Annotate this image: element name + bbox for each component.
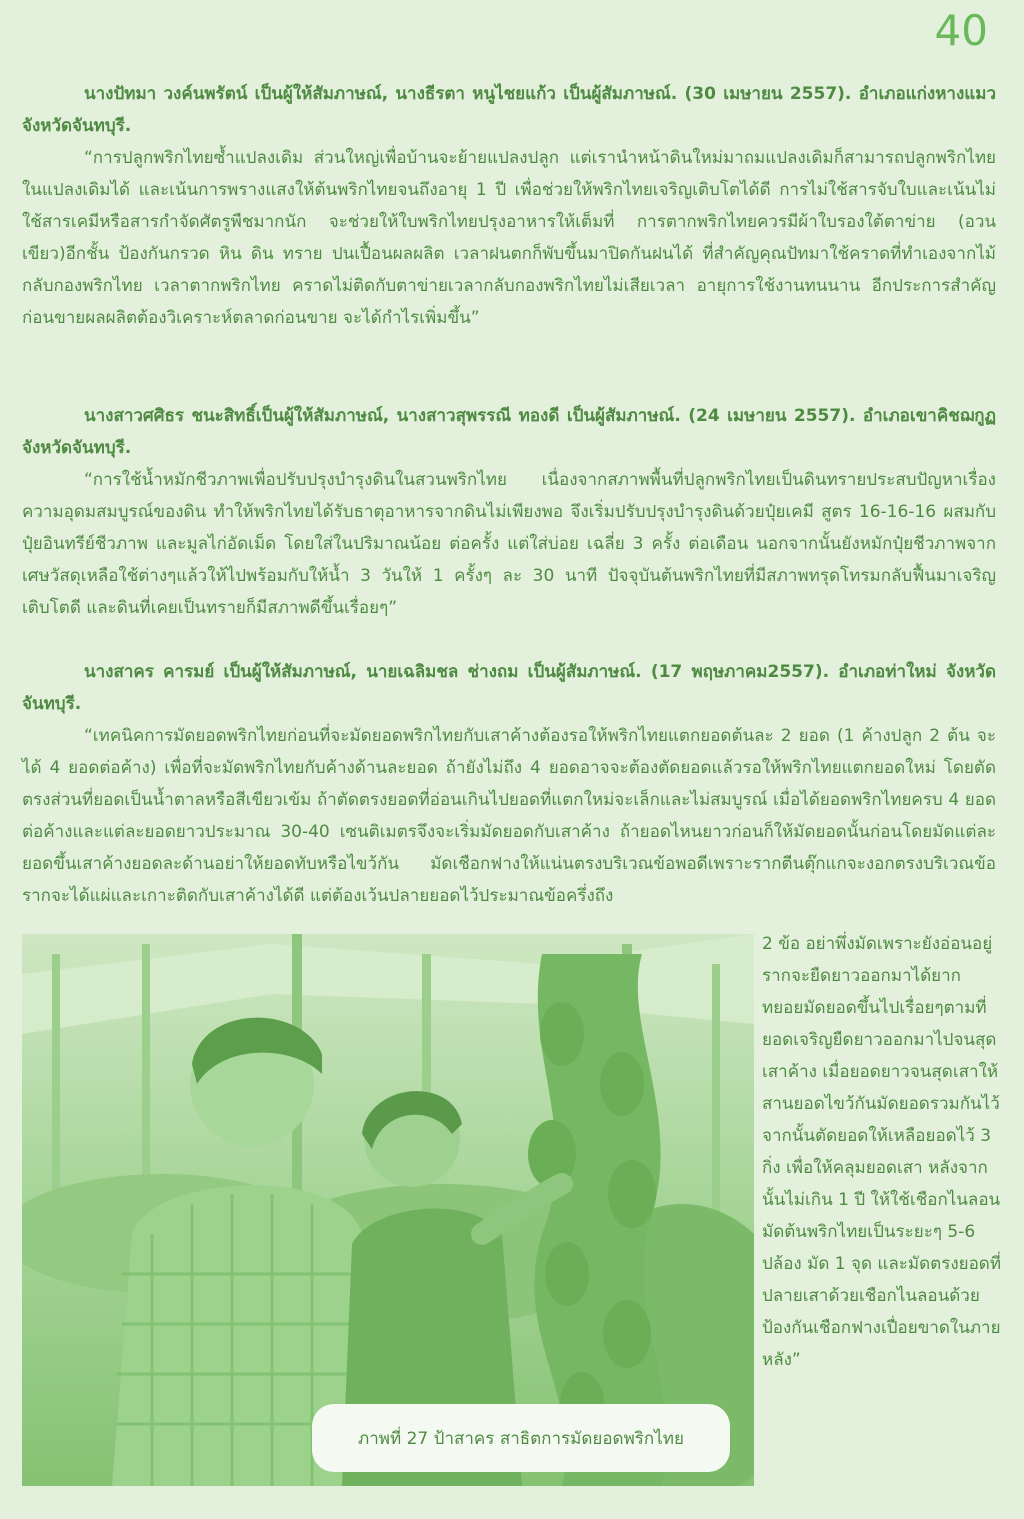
section-3: [22, 656, 996, 912]
section-1-quote: “การปลูกพริกไทยซ้ำแปลงเดิม ส่วนใหญ่เพื่อบ้านจะย้ายแปลงปลูก แต่เรานำหน้าดินใหม่มาถมแปลงเดิมก็สามารถปลูกพริกไทยในแปลงเดิมได้ และเน้นการพรางแสงให้ต้นพริกไทยจนถึงอายุ 1 ปี เพื่อช่วยให้พริกไทยเจริญเติบโตได้ดี การไม่ใช้สารจับใบและเน้นไม่ใช้สารเคมีหรือสารกำจัดศัตรูพืชมากนัก จะช่วยให้ใบพริกไทยปรุงอาหารให้เต็มที่ การตากพริกไทยควรมีผ้าใบรองใต้ตาข่าย (อวนเขียว)อีกชั้น ป้องกันกรวด หิน ดิน ทราย ปนเปื้อนผลผลิต เวลาฝนตกก็พับขึ้นมาปิดกันฝนได้ ที่สำคัญคุณปัทมาใช้คราดที่ทำเองจากไม้กลับกองพริกไทย เวลาตากพริกไทย คราดไม่ติดกับตาข่ายเวลากลับกองพริกไทยไม่เสียเวลา อายุการใช้งานทนนาน อีกประการสำคัญก่อนขายผลผลิตต้องวิเคราะห์ตลาดก่อนขาย จะได้กำไรเพิ่มขึ้น”: [22, 148, 996, 328]
page-number: 40: [934, 6, 988, 55]
section-3-quote: “เทคนิคการมัดยอดพริกไทยก่อนที่จะมัดยอดพริกไทยกับเสาค้างต้องรอให้พริกไทยแตกยอดต้นละ 2 ยอด (1 ค้างปลูก 2 ต้น จะได้ 4 ยอดต่อค้าง) เพื่อที่จะมัดพริกไทยกับค้างด้านละยอด ถ้ายังไม่ถึง 4 ยอดอาจจะต้องตัดยอดแล้วรอให้พริกไทยแตกยอดใหม่ โดยตัดตรงส่วนที่ยอดเป็นน้ำตาลหรือสีเขียวเข้ม ถ้าตัดตรงยอดที่อ่อนเกินไปยอดที่แตกใหม่จะเล็กและไม่สมบูรณ์ เมื่อได้ยอดพริกไทยครบ 4 ยอดต่อค้างและแต่ละยอดยาวประมาณ 30-40 เซนติเมตรจึงจะเริ่มมัดยอดกับเสาค้าง ถ้ายอดไหนยาวก่อนก็ให้มัดยอดนั้นก่อนโดยมัดแต่ละยอดขึ้นเสาค้างยอดละด้านอย่าให้ยอดทับหรือไขว้กัน มัดเชือกฟางให้แน่นตรงบริเวณข้อพอดีเพราะรากตีนตุ๊กแกจะงอกตรงบริเวณข้อรากจะได้แผ่และเกาะติดกับเสาค้างได้ดี แต่ต้องเว้นปลายยอดไว้ประมาณข้อครึ่งถึง: [22, 726, 996, 906]
section-3-reference: นางสาคร คารมย์ เป็นผู้ให้สัมภาษณ์, นายเฉลิมชล ช่างถม เป็นผู้สัมภาษณ์. (17 พฤษภาคม2557). อำเภอท่าใหม่ จังหวัดจันทบุรี.: [22, 662, 996, 714]
section-2-quote: “การใช้น้ำหมักชีวภาพเพื่อปรับปรุงบำรุงดินในสวนพริกไทย เนื่องจากสภาพพื้นที่ปลูกพริกไทยเป็นดินทรายประสบปัญหาเรื่องความอุดมสมบูรณ์ของดิน ทำให้พริกไทยได้รับธาตุอาหารจากดินไม่เพียงพอ จึงเริ่มปรับปรุงบำรุงดินด้วยปุ๋ยเคมี สูตร 16-16-16 ผสมกับปุ๋ยอินทรีย์ชีวภาพ และมูลไก่อัดเม็ด โดยใส่ในปริมาณน้อย ต่อครั้ง แต่ใส่บ่อย เฉลี่ย 3 ครั้ง ต่อเดือน นอกจากนั้นยังหมักปุ๋ยชีวภาพจากเศษวัสดุเหลือใช้ต่างๆแล้วให้ไปพร้อมกับให้น้ำ 3 วันให้ 1 ครั้งๆ ละ 30 นาที ปัจจุบันต้นพริกไทยที่มีสภาพทรุดโทรมกลับฟื้นมาเจริญเติบโตดี และดินที่เคยเป็นทรายก็มีสภาพดีขึ้นเรื่อยๆ”: [22, 470, 996, 618]
section-1: [22, 78, 996, 334]
side-column-text: 2 ข้อ อย่าพึ่งมัดเพราะยังอ่อนอยู่รากจะยืดยาวออกมาได้ยากทยอยมัดยอดขึ้นไปเรื่อยๆตามที่ยอดเจริญยืดยาวออกมาไปจนสุดเสาค้าง เมื่อยอดยาวจนสุดเสาให้สานยอดไขว้กันมัดยอดรวมกันไว้ จากนั้นตัดยอดให้เหลือยอดไว้ 3 กิ่ง เพื่อให้คลุมยอดเสา หลังจากนั้นไม่เกิน 1 ปี ให้ใช้เชือกไนลอนมัดต้นพริกไทยเป็นระยะๆ 5-6 ปล้อง มัด 1 จุด และมัดตรงยอดที่ปลายเสาด้วยเชือกไนลอนด้วยป้องกันเชือกฟางเปื่อยขาดในภายหลัง”: [762, 934, 1002, 1370]
section-1-reference: นางปัทมา วงค์นพรัตน์ เป็นผู้ให้สัมภาษณ์, นางธีรตา หนูไชยแก้ว เป็นผู้สัมภาษณ์. (30 เมษายน 2557). อำเภอแก่งหางแมว จังหวัดจันทบุรี.: [22, 84, 996, 136]
section-2-reference: นางสาวศศิธร ชนะสิทธิ์เป็นผู้ให้สัมภาษณ์, นางสาวสุพรรณี ทองดี เป็นผู้สัมภาษณ์. (24 เมษายน 2557). อำเภอเขาคิชฌกูฏ จังหวัดจันทบุรี.: [22, 406, 996, 458]
section-2: [22, 400, 996, 624]
photo-caption: ภาพที่ 27 ป้าสาคร สาธิตการมัดยอดพริกไทย: [312, 1404, 730, 1472]
